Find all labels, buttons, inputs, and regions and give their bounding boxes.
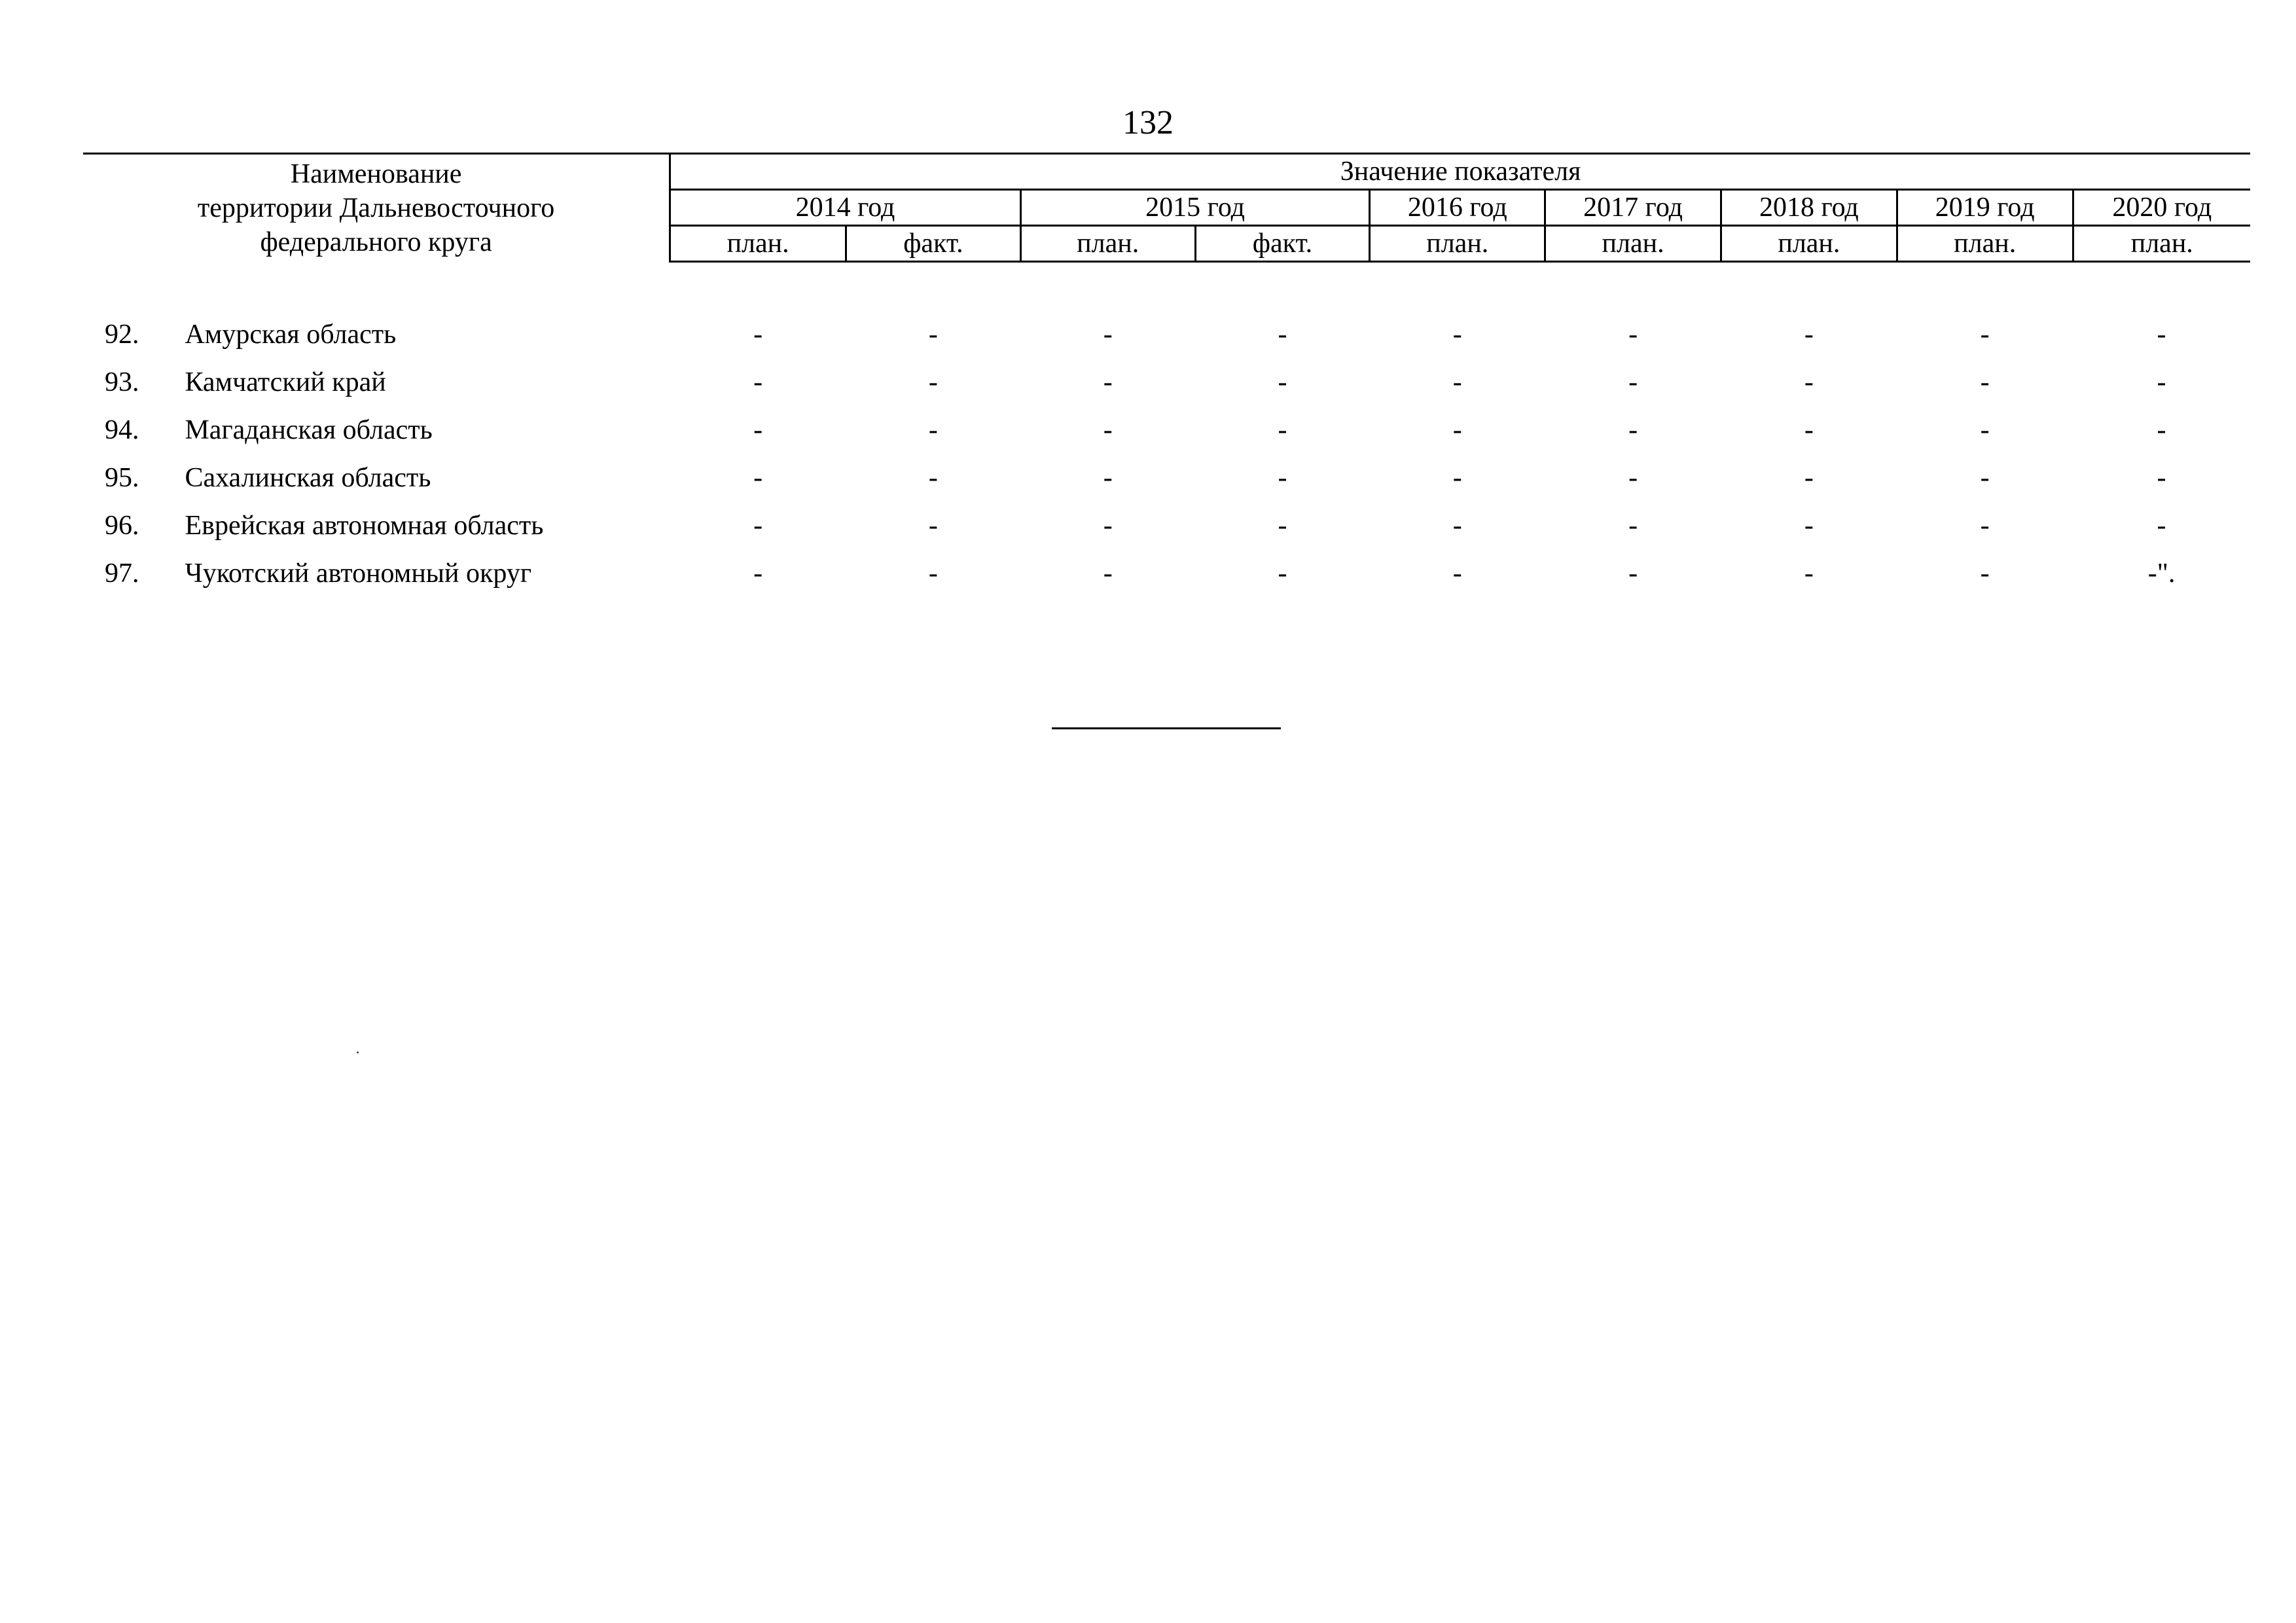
- year-header-2017: 2017 год: [1545, 190, 1721, 226]
- value-cell: -".: [2147, 558, 2176, 589]
- subheader-2015-plan: план.: [1020, 226, 1195, 262]
- value-cell: -: [1452, 367, 1462, 397]
- year-header-2016: 2016 год: [1370, 190, 1545, 226]
- value-cell: -: [2157, 414, 2166, 445]
- table-row: [83, 358, 2250, 406]
- value-cell: -: [1804, 558, 1814, 589]
- value-cell: -: [753, 319, 763, 350]
- value-cell: -: [1278, 414, 1287, 445]
- region-name: Еврейская автономная область: [185, 510, 544, 541]
- value-cell: -: [1980, 510, 1990, 541]
- value-cell: -: [1804, 319, 1814, 350]
- value-cell: -: [1628, 319, 1638, 350]
- indicator-table: [83, 153, 2250, 597]
- value-cell: -: [753, 510, 763, 541]
- value-cell: -: [1980, 367, 1990, 397]
- value-cell: -: [1103, 462, 1113, 493]
- table-row: [83, 406, 2250, 454]
- page-number: 132: [1122, 104, 1174, 141]
- year-header-2019: 2019 год: [1897, 190, 2073, 226]
- value-cell: -: [928, 462, 938, 493]
- year-header-2020: 2020 год: [2073, 190, 2250, 226]
- value-cell: -: [1804, 414, 1814, 445]
- value-cell: -: [753, 367, 763, 397]
- value-cell: -: [1804, 510, 1814, 541]
- value-cell: -: [753, 462, 763, 493]
- year-header-2018: 2018 год: [1721, 190, 1897, 226]
- value-cell: -: [1278, 319, 1287, 350]
- table-row: [83, 549, 2250, 597]
- subheader-2014-plan: план.: [670, 226, 846, 262]
- value-cell: -: [928, 367, 938, 397]
- year-header-2015: 2015 год: [1020, 190, 1370, 226]
- value-cell: -: [928, 414, 938, 445]
- value-cell: -: [753, 558, 763, 589]
- table-spacer-row: [83, 262, 2250, 311]
- table-row: [83, 310, 2250, 358]
- value-cell: -: [1103, 414, 1113, 445]
- value-cell: -: [928, 558, 938, 589]
- subheader-2014-fact: факт.: [846, 226, 1021, 262]
- value-cell: -: [753, 414, 763, 445]
- value-cell: -: [2157, 367, 2166, 397]
- value-cell: -: [1980, 462, 1990, 493]
- row-number: 95.: [105, 462, 139, 493]
- row-number: 93.: [105, 367, 139, 397]
- subheader-2015-fact: факт.: [1195, 226, 1370, 262]
- value-cell: -: [1980, 319, 1990, 350]
- row-number: 96.: [105, 510, 139, 541]
- value-cell: -: [1804, 462, 1814, 493]
- value-cell: -: [2157, 462, 2166, 493]
- subheader-2017-plan: план.: [1545, 226, 1721, 262]
- row-number: 92.: [105, 319, 139, 350]
- region-name: Чукотский автономный округ: [185, 558, 532, 589]
- value-cell: -: [1103, 367, 1113, 397]
- value-cell: -: [1628, 462, 1638, 493]
- territory-name-header: [83, 154, 670, 262]
- value-cell: -: [1452, 414, 1462, 445]
- value-cell: -: [1452, 558, 1462, 589]
- region-name: Амурская область: [185, 319, 397, 350]
- value-cell: -: [928, 319, 938, 350]
- subheader-2019-plan: план.: [1897, 226, 2073, 262]
- territory-header-line-2: территории Дальневосточного: [197, 192, 555, 223]
- territory-header-line-3: федерального круга: [260, 227, 492, 257]
- value-cell: -: [1452, 510, 1462, 541]
- subheader-2020-plan: план.: [2073, 226, 2250, 262]
- value-cell: -: [1628, 367, 1638, 397]
- table-row: [83, 454, 2250, 501]
- subheader-2016-plan: план.: [1370, 226, 1545, 262]
- value-cell: -: [1278, 558, 1287, 589]
- value-cell: -: [1103, 319, 1113, 350]
- table-row: [83, 501, 2250, 549]
- value-cell: -: [1452, 319, 1462, 350]
- value-cell: -: [1980, 558, 1990, 589]
- region-name: Магаданская область: [185, 414, 433, 445]
- value-cell: -: [1628, 558, 1638, 589]
- year-header-2014: 2014 год: [670, 190, 1021, 226]
- row-number: 97.: [105, 558, 139, 589]
- region-name: Сахалинская область: [185, 462, 431, 493]
- value-cell: -: [1980, 414, 1990, 445]
- value-cell: -: [1452, 462, 1462, 493]
- scan-speck: [357, 1051, 359, 1053]
- value-cell: -: [1628, 510, 1638, 541]
- value-cell: -: [1103, 510, 1113, 541]
- indicator-value-header: Значение показателя: [670, 154, 2250, 190]
- end-of-document-rule: [1052, 727, 1281, 729]
- value-cell: -: [1278, 367, 1287, 397]
- value-cell: -: [1628, 414, 1638, 445]
- territory-header-line-1: Наименование: [290, 158, 462, 189]
- value-cell: -: [1278, 510, 1287, 541]
- value-cell: -: [1278, 462, 1287, 493]
- value-cell: -: [1103, 558, 1113, 589]
- value-cell: -: [2157, 510, 2166, 541]
- value-cell: -: [2157, 319, 2166, 350]
- row-number: 94.: [105, 414, 139, 445]
- region-name: Камчатский край: [185, 367, 386, 397]
- subheader-2018-plan: план.: [1721, 226, 1897, 262]
- value-cell: -: [1804, 367, 1814, 397]
- value-cell: -: [928, 510, 938, 541]
